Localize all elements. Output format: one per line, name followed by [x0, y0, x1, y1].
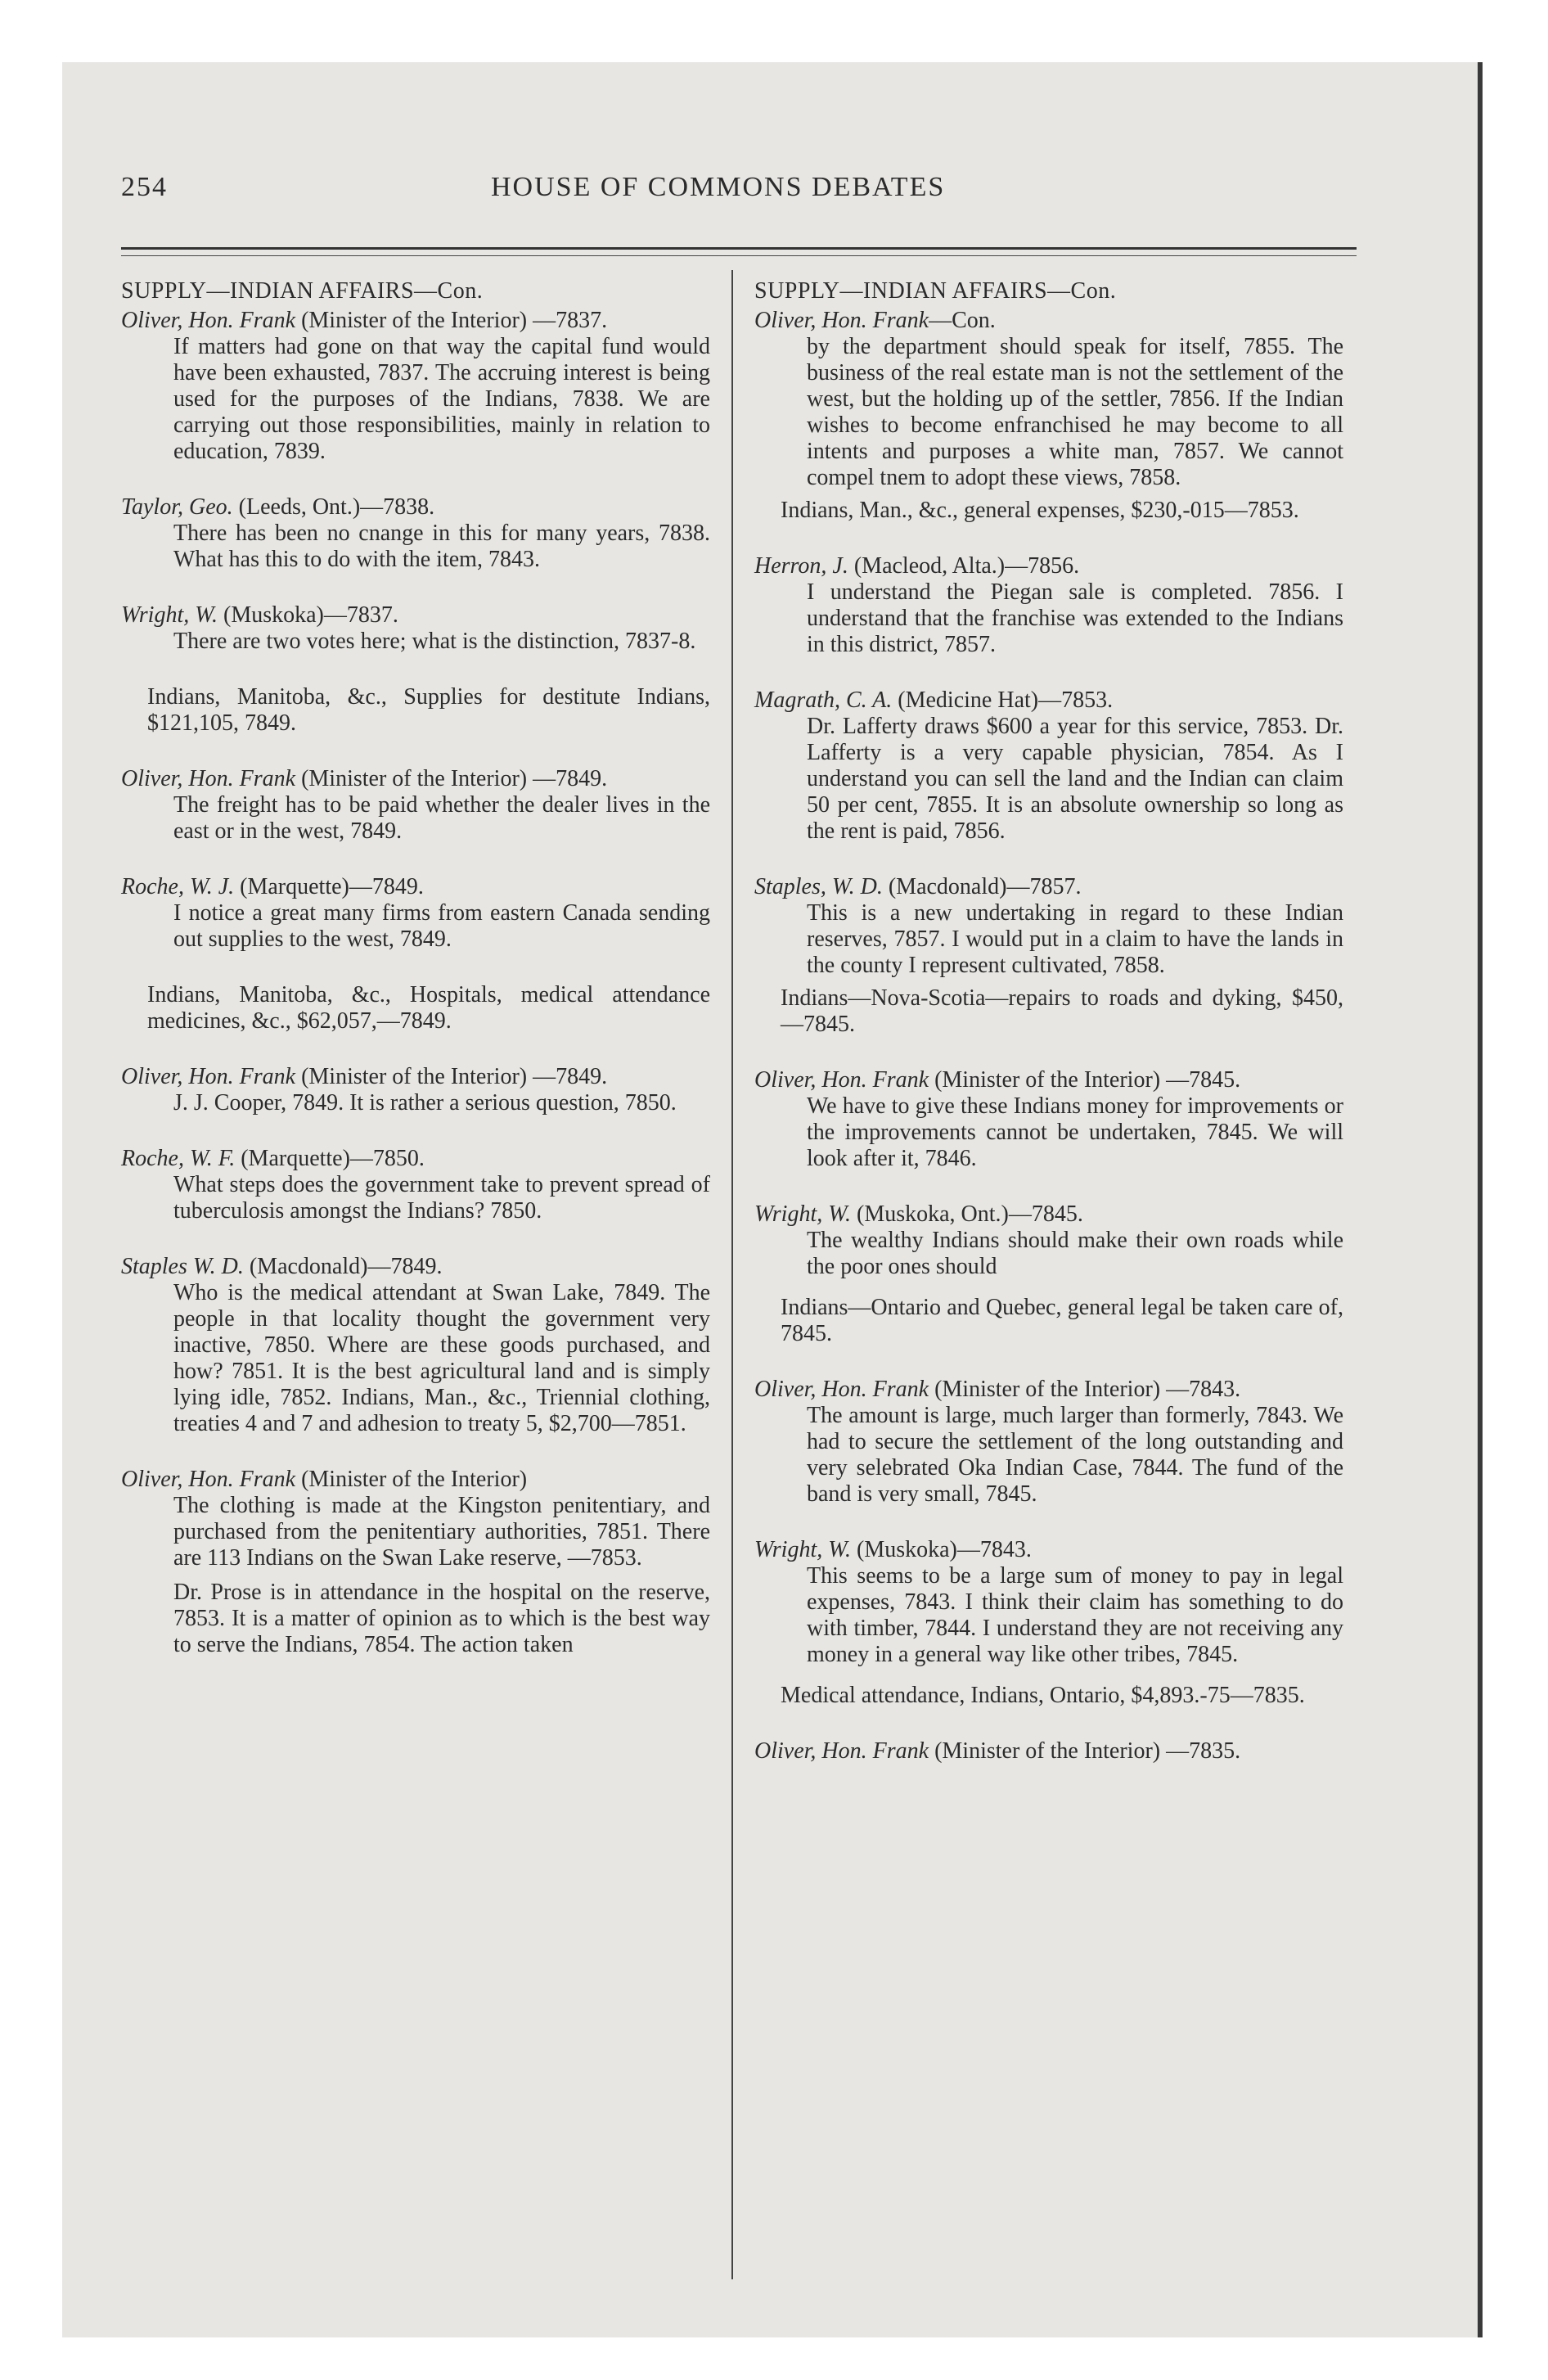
speaker-detail: (Muskoka)—7837.	[218, 602, 398, 628]
remark-text: by the department should speak for itself, 7855. The business of the real estate man is not the settlement of the west, but the holding up of the settler, 7856. If the Indian wishes to become enfranchised he may become to all intents and purposes a white man, 7857. We cannot compel tnem to adopt these views, 7858.	[807, 334, 1343, 490]
remark-text: The amount is large, much larger than formerly, 7843. We had to secure the settlement of the long outstanding and very selebrated Oka Indian Case, 7844. The fund of the band is very small, 7845.	[807, 1403, 1343, 1507]
speaker-detail: (Minister of the Interior) —7845.	[929, 1067, 1241, 1093]
column-header: SUPPLY—INDIAN AFFAIRS—Con.	[121, 278, 484, 304]
speaker-detail: (Muskoka)—7843.	[851, 1537, 1032, 1562]
remark-text-continued: Dr. Prose is in attendance in the hospital on the reserve, 7853. It is a matter of opinion as to which is the best way to serve the Indians, 7854. The action taken	[173, 1580, 710, 1657]
debate-entry	[121, 766, 710, 845]
speaker-label: Oliver, Hon. Frank	[121, 308, 296, 333]
debate-entry	[121, 1064, 710, 1116]
speaker-detail: (Minister of the Interior) —7849.	[295, 766, 608, 791]
speaker-label: Magrath, C. A.	[754, 687, 893, 713]
column-divider	[731, 270, 733, 2279]
debate-entry	[121, 494, 710, 573]
speaker-detail: (Macleod, Alta.)—7856.	[848, 553, 1080, 579]
debate-entry	[754, 874, 1343, 1038]
speaker-name	[121, 1146, 710, 1172]
remark-text: What steps does the government take to prevent spread of tuberculosis amongst the Indians? 7850.	[173, 1172, 710, 1224]
speaker-label: Oliver, Hon. Frank	[754, 1377, 929, 1402]
debate-entry	[121, 1254, 710, 1437]
debate-entry	[754, 553, 1343, 658]
supply-item	[121, 982, 710, 1034]
remark-text: The freight has to be paid whether the dealer lives in the east or in the west, 7849.	[173, 792, 710, 844]
remark-text: This is a new undertaking in regard to these Indian reserves, 7857. I would put in a claim to have the lands in the county I represent cultivated, 7858.	[807, 900, 1343, 978]
speaker-detail: (Minister of the Interior)	[295, 1467, 528, 1492]
speaker-label: Oliver, Hon. Frank	[754, 1738, 929, 1764]
speaker-label: Oliver, Hon. Frank	[754, 1067, 929, 1093]
speaker-name	[754, 1201, 1343, 1228]
speaker-name	[121, 766, 710, 792]
speaker-label: Herron, J.	[754, 553, 848, 579]
speaker-detail: (Marquette)—7849.	[234, 874, 424, 899]
page-title: HOUSE OF COMMONS DEBATES	[491, 172, 946, 202]
speaker-label: Oliver, Hon. Frank	[121, 1064, 296, 1089]
speaker-name	[754, 1738, 1343, 1765]
speaker-label: Staples, W. D.	[754, 874, 883, 899]
speaker-label: Roche, W. F.	[121, 1146, 236, 1171]
debate-entry	[754, 1201, 1343, 1347]
speaker-name	[121, 308, 710, 334]
speaker-name	[121, 1064, 710, 1090]
remark-text: Who is the medical attendant at Swan Lake, 7849. The people in that locality thought the government very inactive, 7850. Where are these goods purchased, and how? 7851. It is the best agricultural land and is simply lying idle, 7852. Indians, Man., &c., Triennial clothing, treaties 4 and 7 and adhesion to treaty 5, $2,700—7851.	[173, 1280, 710, 1436]
speaker-name	[121, 874, 710, 900]
supply-item-text: Indians—Nova-Scotia—repairs to roads and dyking, $450,—7845.	[781, 985, 1343, 1037]
speaker-detail: (Medicine Hat)—7853.	[892, 687, 1114, 713]
remark-text: There has been no cnange in this for many years, 7838. What has this to do with the item, 7843.	[173, 521, 710, 572]
speaker-name	[121, 1254, 710, 1280]
page-number: 254	[121, 172, 168, 202]
speaker-name	[754, 687, 1343, 714]
left-column	[121, 278, 710, 1688]
debate-entry	[754, 687, 1343, 845]
header-rule	[121, 247, 1357, 250]
supply-item-text: Indians—Ontario and Quebec, general legal be taken care of, 7845.	[781, 1295, 1343, 1346]
speaker-name	[754, 308, 1343, 334]
remark-text: We have to give these Indians money for improvements or the improvements cannot be undertaken, 7845. We will look after it, 7846.	[807, 1093, 1343, 1171]
speaker-label: Oliver, Hon. Frank	[754, 308, 929, 333]
debate-entry	[754, 1377, 1343, 1508]
remark-text: I notice a great many firms from eastern Canada sending out supplies to the west, 7849.	[173, 900, 710, 952]
speaker-detail: (Minister of the Interior) —7835.	[929, 1738, 1241, 1764]
supply-item	[121, 684, 710, 737]
debate-entry	[754, 1067, 1343, 1172]
remark-text: The clothing is made at the Kingston penitentiary, and purchased from the penitentiary authorities, 7851. There are 113 Indians on the Swan Lake reserve, —7853.	[173, 1493, 710, 1571]
supply-item-text: Medical attendance, Indians, Ontario, $4,893.-75—7835.	[781, 1683, 1305, 1708]
supply-item-text: Indians, Manitoba, &c., Supplies for destitute Indians, $121,105, 7849.	[147, 684, 710, 736]
speaker-detail: (Minister of the Interior) —7843.	[929, 1377, 1241, 1402]
speaker-detail: (Minister of the Interior) —7837.	[295, 308, 608, 333]
debate-entry	[754, 308, 1343, 524]
debate-entry	[121, 874, 710, 953]
document-page	[121, 172, 1357, 1764]
supply-item-text: Indians, Man., &c., general expenses, $230,-015—7853.	[781, 498, 1299, 523]
running-head	[121, 172, 1357, 218]
speaker-detail: (Marquette)—7850.	[235, 1146, 425, 1171]
header-rule-thin	[121, 255, 1357, 256]
speaker-label: Wright, W.	[121, 602, 218, 628]
speaker-detail: (Macdonald)—7849.	[243, 1254, 443, 1279]
speaker-label: Oliver, Hon. Frank	[121, 766, 296, 791]
remark-text: If matters had gone on that way the capital fund would have been exhausted, 7837. The accruing interest is being used for the purposes of the Indians, 7838. We are carrying out those responsibilities, mainly in relation to education, 7839.	[173, 334, 710, 464]
speaker-label: Wright, W.	[754, 1201, 851, 1227]
speaker-name	[121, 602, 710, 629]
right-column	[754, 278, 1343, 1794]
speaker-detail: (Minister of the Interior) —7849.	[295, 1064, 608, 1089]
remark-text: The wealthy Indians should make their own roads while the poor ones should	[807, 1228, 1343, 1279]
debate-entry	[754, 1738, 1343, 1765]
debate-entry	[121, 1146, 710, 1224]
speaker-name	[121, 494, 710, 521]
speaker-label: Staples W. D.	[121, 1254, 244, 1279]
remark-text: Dr. Lafferty draws $600 a year for this service, 7853. Dr. Lafferty is a very capable physician, 7854. As I understand you can sell the land and the Indian can claim 50 per cent, 7855. It is an absolute ownership so long as the rent is paid, 7856.	[807, 714, 1343, 844]
speaker-detail: (Macdonald)—7857.	[882, 874, 1082, 899]
speaker-label: Taylor, Geo.	[121, 494, 233, 520]
debate-entry	[754, 1537, 1343, 1709]
speaker-name	[754, 1537, 1343, 1563]
speaker-name	[754, 874, 1343, 900]
supply-item-text: Indians, Manitoba, &c., Hospitals, medical attendance medicines, &c., $62,057,—7849.	[147, 982, 710, 1034]
speaker-label: Wright, W.	[754, 1537, 851, 1562]
speaker-name	[121, 1467, 710, 1493]
column-header: SUPPLY—INDIAN AFFAIRS—Con.	[754, 278, 1117, 304]
remark-text: J. J. Cooper, 7849. It is rather a serious question, 7850.	[173, 1090, 677, 1116]
debate-entry	[121, 602, 710, 655]
debate-entry	[121, 1467, 710, 1658]
speaker-detail: (Leeds, Ont.)—7838.	[232, 494, 435, 520]
remark-text: This seems to be a large sum of money to pay in legal expenses, 7843. I think their claim has something to do with timber, 7844. I understand they are not receiving any money in a general way like other tribes, 7845.	[807, 1563, 1343, 1667]
speaker-name	[754, 553, 1343, 579]
remark-text: There are two votes here; what is the distinction, 7837-8.	[173, 629, 696, 654]
speaker-detail: —Con.	[929, 308, 996, 333]
speaker-label: Roche, W. J.	[121, 874, 235, 899]
speaker-name	[754, 1067, 1343, 1093]
scan-edge	[1478, 62, 1483, 2337]
speaker-detail: (Muskoka, Ont.)—7845.	[851, 1201, 1083, 1227]
remark-text: I understand the Piegan sale is completed. 7856. I understand that the franchise was extended to the Indians in this district, 7857.	[807, 579, 1343, 657]
speaker-label: Oliver, Hon. Frank	[121, 1467, 296, 1492]
speaker-name	[754, 1377, 1343, 1403]
debate-entry	[121, 308, 710, 465]
